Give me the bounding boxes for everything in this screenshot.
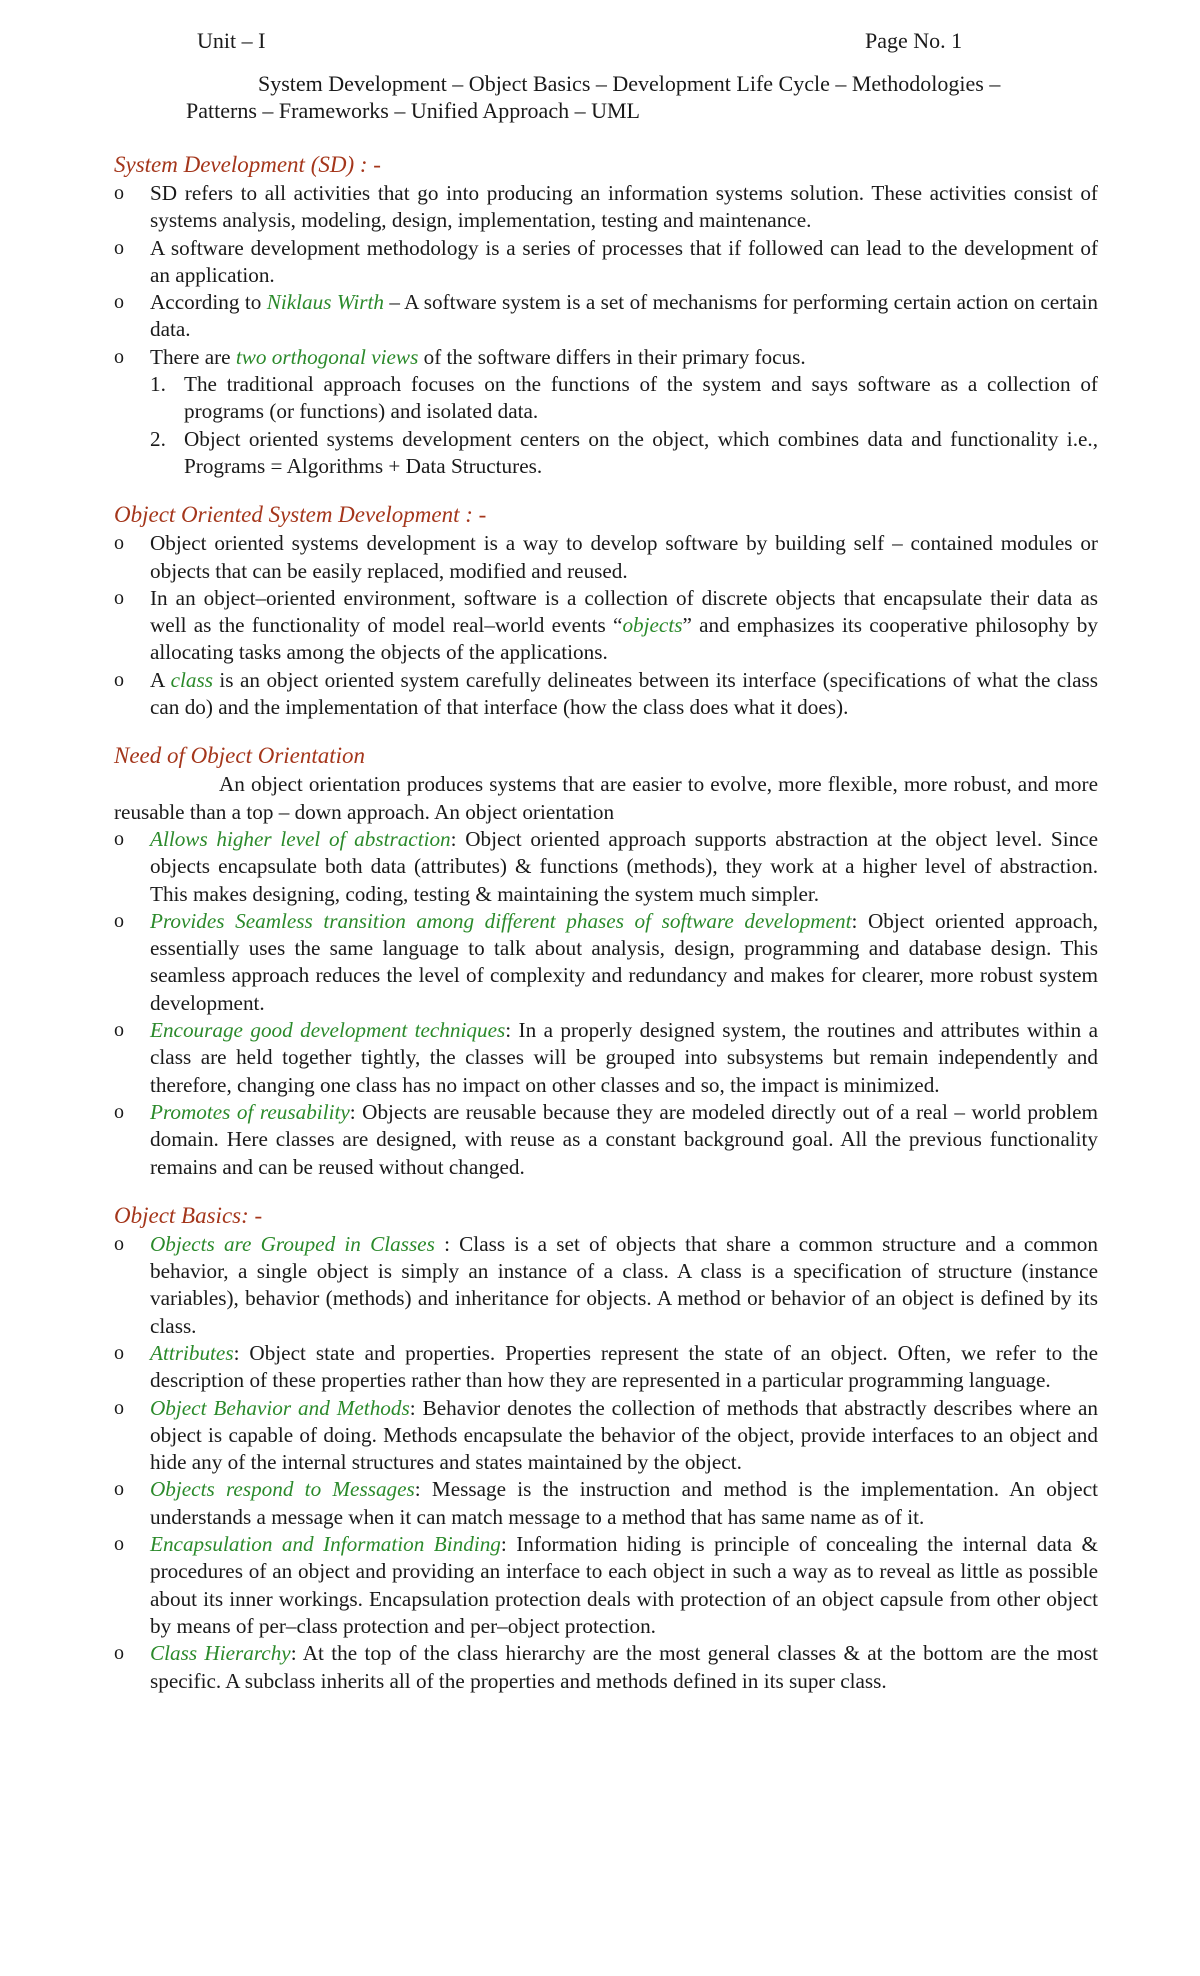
bullet-text: : Message is the instruction and method is the implementation. An object understands a message when it can match message to a method that has same name as of it. bbox=[150, 1477, 1098, 1529]
highlight-term: Object Behavior and Methods bbox=[150, 1395, 410, 1420]
bullet-text: : Object state and properties. Properties represent the state of an object. Often, we refer to the description of these properties rather than how they are represented in a particular programming language. bbox=[150, 1340, 1098, 1393]
list-item bbox=[114, 1531, 1098, 1640]
highlight-term: Class Hierarchy bbox=[150, 1641, 291, 1666]
highlight-term: Provides Seamless transition among different phases of software development bbox=[150, 908, 852, 933]
bullet-text: Object oriented systems development is a way to develop software by building self – contained modules or objects that can be easily replaced, modified and reused. bbox=[150, 531, 1098, 583]
bullet-text: ” and emphasizes its cooperative philosophy by allocating tasks among the objects of the applications. bbox=[150, 613, 1098, 665]
sd-bullet-list bbox=[114, 180, 1098, 480]
list-item bbox=[114, 908, 1098, 1017]
section-heading-object-basics: Object Basics: - bbox=[114, 1202, 263, 1228]
unit-label: Unit – I bbox=[197, 28, 266, 53]
bullet-text: A bbox=[150, 667, 171, 692]
list-item bbox=[114, 1476, 1098, 1531]
bullet-text: There are bbox=[150, 344, 236, 369]
list-item bbox=[114, 180, 1098, 235]
highlight-term: Attributes bbox=[150, 1340, 234, 1365]
highlight-term: Objects respond to Messages bbox=[150, 1477, 415, 1502]
highlight-term: Encapsulation and Information Binding bbox=[150, 1532, 501, 1557]
list-item bbox=[114, 667, 1098, 722]
topics-subtitle: System Development – Object Basics – Development Life Cycle – Methodologies – Patterns – Frameworks – Unified Approach – UML bbox=[186, 71, 1001, 123]
bullet-text: – A software system is a set of mechanisms for performing certain action on certain data. bbox=[150, 290, 1098, 342]
list-item bbox=[114, 289, 1098, 344]
highlight-term: Objects are Grouped in Classes bbox=[150, 1231, 435, 1256]
bullet-text: : Class is a set of objects that share a common structure and a common behavior, a single object is simply an instance of a class. A class is a specification of structure (instance variables), behavior (methods) and inheritance for objects. A method or behavior of an object is defined by its class. bbox=[150, 1231, 1098, 1338]
list-item bbox=[114, 530, 1098, 585]
notes-body bbox=[114, 150, 1098, 1695]
bullet-text: is an object oriented system carefully delineates between its interface (specifications of what the class can do) and the implementation of that interface (how the class does what it does). bbox=[150, 667, 1098, 720]
highlight-niklaus-wirth: Niklaus Wirth bbox=[266, 290, 384, 315]
list-item bbox=[114, 1640, 1098, 1695]
list-item bbox=[114, 344, 1098, 480]
list-item bbox=[114, 1099, 1098, 1181]
page-number: Page No. 1 bbox=[865, 28, 963, 53]
bullet-text: : Behavior denotes the collection of methods that abstractly describes where an object is capable of doing. Methods encapsulate the behavior of the object, provide interfaces to an object and hide any of the internal structures and states maintained by the object. bbox=[150, 1395, 1098, 1475]
bullet-text: : Object oriented approach supports abstraction at the object level. Since objects encapsulate both data (attributes) & functions (methods), they work at a higher level of abstraction. This makes designing, coding, testing & maintaining the system much simpler. bbox=[150, 826, 1098, 906]
numbered-item bbox=[150, 371, 1098, 426]
item-number: 2. bbox=[150, 426, 166, 451]
list-item bbox=[114, 1231, 1098, 1340]
highlight-objects: objects bbox=[622, 613, 683, 638]
list-item bbox=[114, 1017, 1098, 1099]
highlight-class: class bbox=[170, 667, 213, 692]
basics-bullet-list bbox=[114, 1231, 1098, 1695]
item-number: 1. bbox=[150, 372, 166, 397]
numbered-item bbox=[150, 426, 1098, 481]
need-bullet-list bbox=[114, 826, 1098, 1181]
highlight-term: Promotes of reusability bbox=[150, 1099, 350, 1124]
bullet-text: : At the top of the class hierarchy are the most general classes & at the bottom are the most specific. A subclass inherits all of the properties and methods defined in its super class. bbox=[150, 1641, 1098, 1693]
item-text: The traditional approach focuses on the functions of the system and says software as a collection of programs (or functions) and isolated data. bbox=[184, 372, 1098, 424]
highlight-term: Encourage good development techniques bbox=[150, 1018, 506, 1043]
bullet-text: of the software differs in their primary focus. bbox=[418, 344, 806, 369]
highlight-orthogonal-views: two orthogonal views bbox=[235, 344, 419, 369]
bullet-text: According to bbox=[150, 290, 267, 315]
item-text: Object oriented systems development centers on the object, which combines data and functionality i.e., Programs = Algorithms + Data Structures. bbox=[184, 426, 1098, 478]
bullet-text: A software development methodology is a series of processes that if followed can lead to the development of an application. bbox=[150, 235, 1098, 287]
section-heading-need-of-oo: Need of Object Orientation bbox=[114, 743, 366, 769]
bullet-text: : Objects are reusable because they are modeled directly out of a real – world problem domain. Here classes are designed, with reuse as a constant background goal. All the previous functionality remains and can be reused without changed. bbox=[150, 1099, 1098, 1179]
bullet-text: : In a properly designed system, the routines and attributes within a class are held together tightly, the classes will be grouped into subsystems but remain independently and therefore, changing one class has no impact on other classes and so, the impact is minimized. bbox=[150, 1018, 1098, 1097]
intro-paragraph: An object orientation produces systems that are easier to evolve, more flexible, more robust, and more reusable than a top – down approach. An object orientation bbox=[114, 772, 1098, 824]
highlight-term: Allows higher level of abstraction bbox=[150, 826, 451, 851]
list-item bbox=[114, 235, 1098, 290]
list-item bbox=[114, 1395, 1098, 1477]
list-item bbox=[114, 1340, 1098, 1395]
list-item bbox=[114, 585, 1098, 667]
bullet-text: In an object–oriented environment, software is a collection of discrete objects that encapsulate their data as well as the functionality of model real–world events “ bbox=[150, 585, 1098, 638]
section-heading-system-development: System Development (SD) : - bbox=[114, 152, 381, 177]
list-item bbox=[114, 826, 1098, 908]
oosd-bullet-list bbox=[114, 530, 1098, 721]
section-heading-oosd: Object Oriented System Development : - bbox=[114, 502, 487, 528]
bullet-text: SD refers to all activities that go into producing an information systems solution. These activities consist of systems analysis, modeling, design, implementation, testing and maintenance. bbox=[150, 181, 1098, 233]
bullet-text: : Object oriented approach, essentially uses the same language to talk about analysis, design, programming and database design. This seamless approach reduces the level of complexity and redundancy and makes for clearer, more robust system development. bbox=[150, 908, 1098, 1015]
bullet-text: : Information hiding is principle of concealing the internal data & procedures of an object and providing an interface to each object in such a way as to reveal as little as possible about its inner workings. Encapsulation protection deals with protection of an object capsule from other object by means of per–class protection and per–object protection. bbox=[150, 1532, 1098, 1638]
numbered-list bbox=[150, 371, 1098, 480]
